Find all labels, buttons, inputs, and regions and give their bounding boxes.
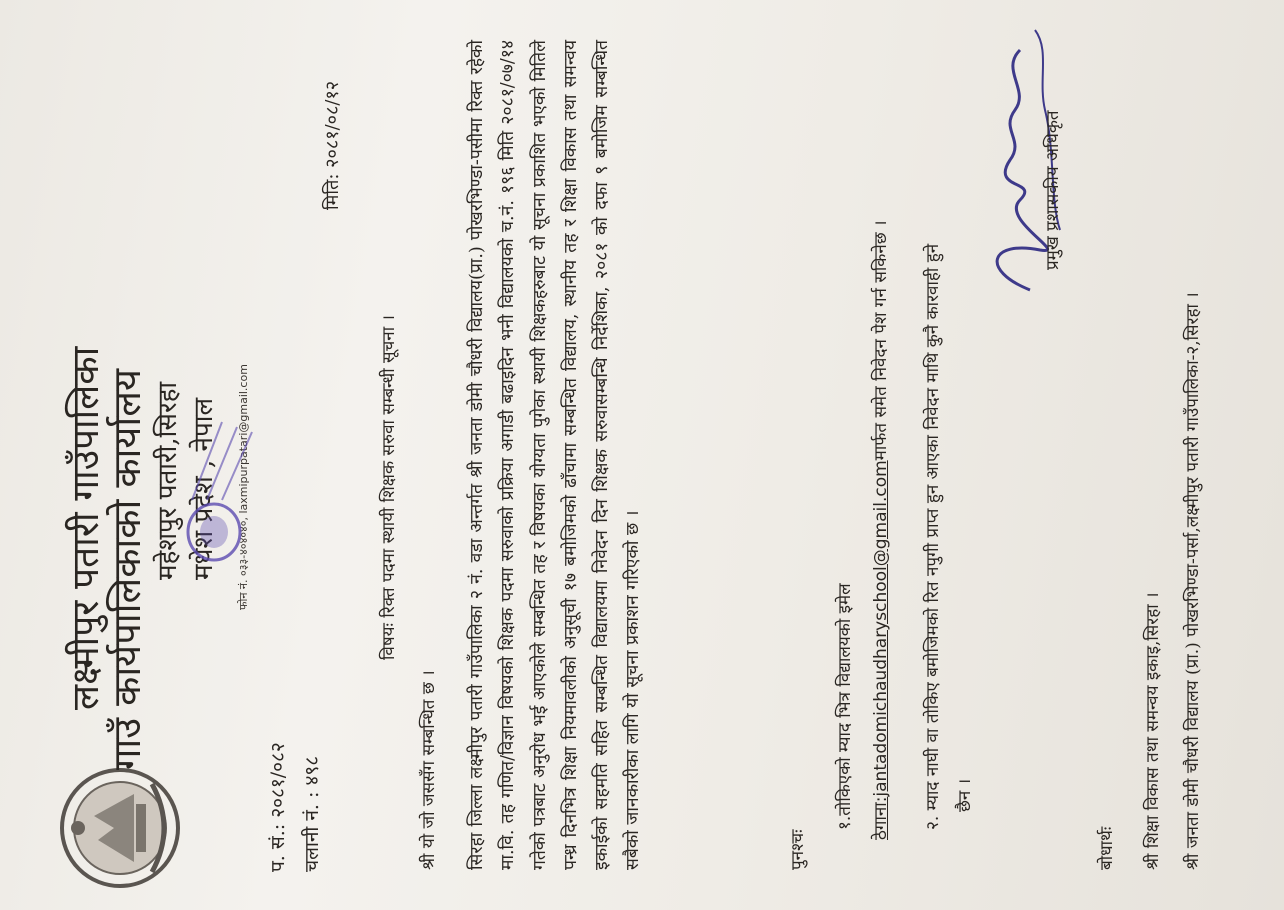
postscript-email-line	[868, 220, 891, 840]
reference-number: प. सं.: २०८१/०८२	[267, 742, 289, 872]
email-prefix: ठेगाना:	[871, 796, 891, 840]
office-title-line2: गाउँ कार्यपालिकाको कार्यालय	[105, 368, 149, 770]
school-email: jantadomichaudharyschool@gmail.com	[871, 460, 891, 797]
office-stamp-icon	[152, 417, 272, 592]
postscript-item-2: २. म्याद नाघी वा तोकिए बमोजिमको रित नपुगी प्राप्त हुन आएका निवेदन माथि कुनै कारवाही हुने	[923, 243, 943, 830]
letter-date: मिति: २०८१/०८/१२	[322, 80, 343, 210]
postscript-item-1: १.तोकिएको म्याद भित्र विद्यालयको इमेल	[835, 583, 855, 830]
office-title-line1: लक्ष्मीपुर पतारी गाउँपालिका	[64, 346, 107, 710]
cc-recipient-2: श्री जनता डोमी चौधरी विद्यालय (प्रा.) पोखरभिण्डा-पर्सा,लक्ष्मीपुर पतारी गाउँपालिका-२,सिरहा ।	[1183, 292, 1203, 870]
cc-heading: बोधार्थः	[1097, 826, 1117, 870]
cc-recipient-1: श्री शिक्षा विकास तथा समन्वय इकाइ,सिरहा ।	[1143, 592, 1163, 870]
address-text: महेशपुर पतारी,सिरहा	[153, 381, 183, 580]
dispatch-number: चलानी नं. : ४९८	[301, 755, 323, 872]
province-text: मधेश प्रदेश , नेपाल	[189, 397, 219, 580]
signatory-title: प्रमुख प्रशासकीय अधिकृत	[1043, 110, 1063, 270]
postscript-heading: पुनश्चः	[788, 829, 808, 870]
letter-body: सिरहा जिल्ला लक्ष्मीपुर पतारी गाउँपालिका २ नं. वडा अन्तर्गत श्री जनता डोमी चौधरी विद्यालय(प्रा.) पोखरभिण्डा-पसीमा रिक्त रहेको मा.वि. तह गणित/विज्ञान विषयको शिक्षक पदमा सरुवाको प्रक्रिया अगाडी बढाइदिन भनी विद्यालयको च.नं. १९६ मिति २०८१/०७/१४ गतेको पत्रबाट अनुरोध भई आएकोले सम्बन्धित तह र विषयका योग्यता पुगेका स्थायी शिक्षकहरुबाट यो सूचना प्रकाशित भएको मितिले पन्ध्र दिनभित्र शिक्षा नियमावलीको अनुसूची १७ बमोजिमको ढाँचामा सम्बन्धित विद्यालय, स्थानीय तह र शिक्षा विकास तथा समन्वय इकाईको सहमति सहित सम्बन्धित विद्यालयमा निवेदन दिन शिक्षक सरुवासम्बन्धि निर्देशिका, २०८१ को दफा ९ बमोजिम सम्बन्धित सबैको जानकारीका लागि यो सूचना प्रकाशन गरिएको छ ।	[467, 40, 644, 870]
salutation: श्री यो जो जससँग सम्बन्धित छ ।	[419, 670, 439, 870]
letter-subject: विषयः रिक्त पदमा स्थायी शिक्षक सरुवा सम्बन्धी सूचना ।	[379, 315, 399, 660]
email-suffix: मार्फत समेत निवेदन पेश गर्न सकिनेछ ।	[871, 220, 891, 461]
contact-line: फोन नं. ०३३-४०४०४०, laxmipurpatari@gmail.com	[237, 364, 250, 610]
postscript-item-2-cont: छैन ।	[955, 778, 975, 812]
government-emblem-icon	[56, 764, 184, 892]
